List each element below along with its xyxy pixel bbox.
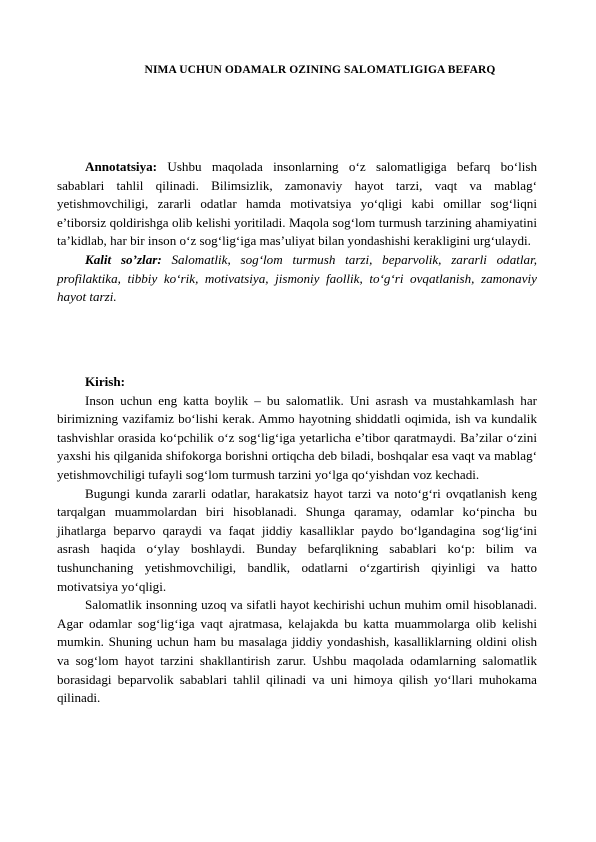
keywords-label: Kalit so’zlar: [85,251,162,267]
introduction-paragraph-1: Inson uchun eng katta boylik – bu salomatlik. Uni asrash va mustahkamlash har birimizning vazifamiz bo‘lishi kerak. Ammo hayotning shiddatli oqimida, ish va kundalik tashvishlar orasida ko‘pchilik o‘z sog‘lig‘iga yetarlicha e’tibor qaratmaydi. Ba’zilar o‘zini yaxshi his qilganida shifokorga borishni ortiqcha deb biladi, boshqalar esa vaqt va mablag‘ yetishmovchiligi tufayli sog‘lom turmush tarzini yo‘lga qo‘yishdan voz kechadi. [57,392,537,482]
introduction-heading: Kirish: [85,374,126,389]
keywords-text: Salomatlik, sog‘lom turmush tarzi, beparvolik, zararli odatlar, profilaktika, tibbiy ko‘rik, motivatsiya, jismoniy faollik, to‘g‘ri ovqatlanish, zamonaviy hayot tarzi. [57,251,537,305]
abstract-text: Ushbu maqolada insonlarning o‘z salomatligiga befarq bo‘lish sabablari tahlil qilinadi. Bilimsizlik, zamonaviy hayot tarzi, vaqt va mablag‘ yetishmovchiligi, zararli odatlar hamda motivatsiya yo‘qligi kabi omillar sog‘liqni e’tiborsiz qoldirishga olib kelishi yoritiladi. Maqola sog‘lom turmush tarzining ahamiyatini ta’kidlab, har bir inson o‘z sog‘lig‘iga mas’uliyat bilan yondashishi kerakligini urg‘ulaydi. [57,159,537,249]
abstract-paragraph [57,158,537,251]
abstract-label: Annotatsiya: [85,159,158,174]
keywords-paragraph [57,251,537,307]
introduction-section [57,373,537,708]
introduction-paragraph-2: Bugungi kunda zararli odatlar, harakatsiz hayot tarzi va noto‘g‘ri ovqatlanish keng tarqalgan muammolardan biri hisoblanadi. Shunga qaramay, odamlar ko‘pincha bu jihatlarga beparvo qaraydi va faqat jiddiy kasalliklar paydo bo‘lgandagina sog‘lig‘ini asrash haqida o‘ylay boshlaydi. Bunday befarqlikning sabablari ko‘p: bilim va tushunchaning yetishmovchiligi, bandlik, odatlarni o‘zgartirish qiyinligi va hatto motivatsiya yo‘qligi. [57,485,537,594]
paper-title: NIMA UCHUN ODAMALR OZINING SALOMATLIGIGA BEFARQ [144,64,496,76]
introduction-paragraph-3: Salomatlik insonning uzoq va sifatli hayot kechirishi uchun muhim omil hisoblanadi. Agar odamlar sog‘lig‘iga vaqt ajratmasa, kelajakda bu katta muammolarga olib kelishi mumkin. Shuning uchun ham bu masalaga jiddiy yondashish, kasalliklarning oldini olish va sog‘lom hayot tarzini shakllantirish zarur. Ushbu maqolada odamlarning salomatlik borasidagi beparvolik sabablari tahlil qilinadi va uni himoya qilish yo‘llari muhokama qilinadi. [57,597,537,706]
abstract-section [57,158,537,307]
